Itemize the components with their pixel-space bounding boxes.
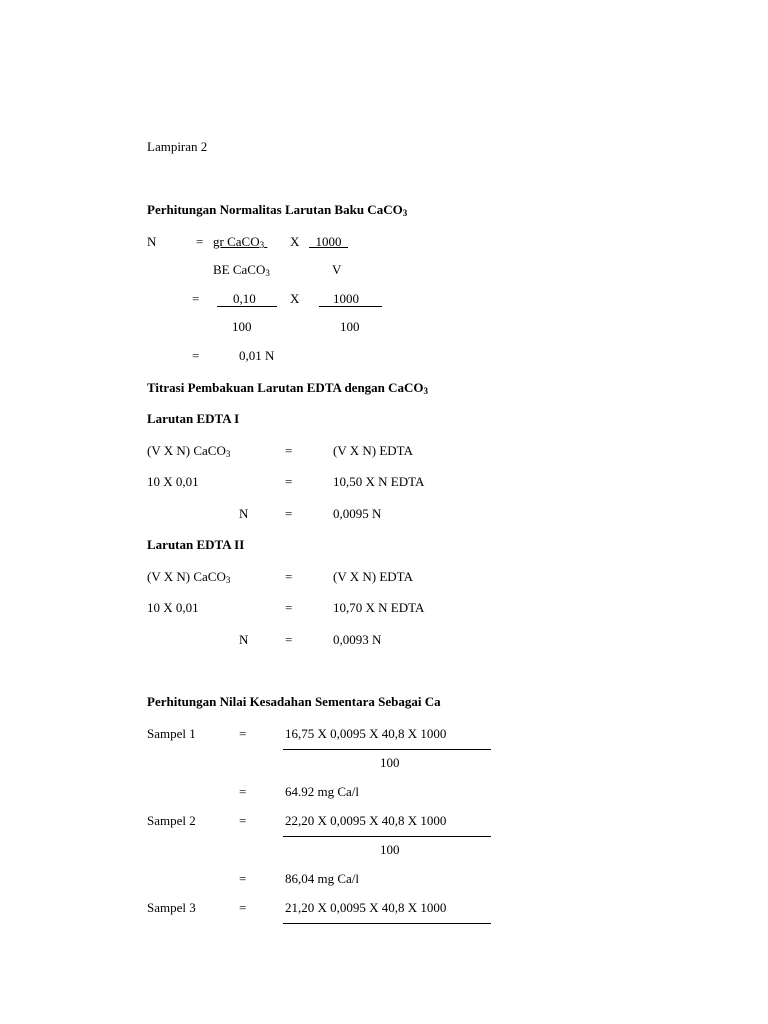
edta2-left-1-text: (V X N) CaCO bbox=[147, 569, 226, 584]
times-sign: X bbox=[290, 291, 300, 306]
edta2-result: 0,0093 N bbox=[333, 632, 382, 647]
sample-1-label: Sampel 1 bbox=[147, 726, 196, 741]
edta2-right-1: (V X N) EDTA bbox=[333, 569, 413, 584]
value-denominator-v: 100 bbox=[340, 319, 360, 334]
equals-sign: = bbox=[192, 348, 200, 363]
edta2-right-2: 10,70 X N EDTA bbox=[333, 600, 425, 615]
sample-2-result: 86,04 mg Ca/l bbox=[285, 871, 360, 886]
equals-sign: = bbox=[285, 600, 293, 615]
equals-sign: = bbox=[239, 813, 247, 828]
titration-heading-text: Titrasi Pembakuan Larutan EDTA dengan CaCO bbox=[147, 380, 424, 395]
edta1-left-2: 10 X 0,01 bbox=[147, 474, 199, 489]
edta2-heading: Larutan EDTA II bbox=[147, 537, 245, 552]
value-numerator-1000: 1000 bbox=[333, 291, 359, 306]
sample-1-result: 64.92 mg Ca/l bbox=[285, 784, 360, 799]
equals-sign: = bbox=[239, 784, 247, 799]
normality-heading-sub: 3 bbox=[402, 208, 408, 218]
edta1-right-1: (V X N) EDTA bbox=[333, 443, 413, 458]
normality-heading-text: Perhitungan Normalitas Larutan Baku CaCO bbox=[147, 202, 403, 217]
equals-sign: = bbox=[196, 234, 204, 249]
value-numerator-mass: 0,10 bbox=[233, 291, 256, 306]
formula-numerator-mass-sub: 3 bbox=[259, 240, 265, 250]
n-label: N bbox=[147, 234, 157, 249]
fraction-line bbox=[319, 306, 382, 307]
edta1-right-2: 10,50 X N EDTA bbox=[333, 474, 425, 489]
hardness-heading: Perhitungan Nilai Kesadahan Sementara Sebagai Ca bbox=[147, 694, 441, 709]
sample-3-label: Sampel 3 bbox=[147, 900, 196, 915]
edta1-result: 0,0095 N bbox=[333, 506, 382, 521]
times-sign: X bbox=[290, 234, 300, 249]
sample-1-numerator: 16,75 X 0,0095 X 40,8 X 1000 bbox=[285, 726, 447, 741]
equals-sign: = bbox=[285, 569, 293, 584]
sample-2-numerator: 22,20 X 0,0095 X 40,8 X 1000 bbox=[285, 813, 447, 828]
formula-denominator-be-text: BE CaCO bbox=[213, 262, 266, 277]
equals-sign: = bbox=[239, 871, 247, 886]
normality-heading bbox=[147, 202, 407, 218]
edta2-n-label: N bbox=[239, 632, 249, 647]
normality-result: 0,01 N bbox=[239, 348, 275, 363]
formula-denominator-be bbox=[213, 262, 270, 278]
titration-heading bbox=[147, 380, 428, 396]
formula-numerator-1000 bbox=[309, 234, 348, 250]
edta1-left-1-sub: 3 bbox=[225, 449, 231, 459]
equals-sign: = bbox=[285, 506, 293, 521]
formula-numerator-mass-text: gr CaCO bbox=[213, 234, 260, 249]
edta1-left-1 bbox=[147, 443, 230, 459]
appendix-label: Lampiran 2 bbox=[147, 139, 208, 154]
edta1-n-label: N bbox=[239, 506, 249, 521]
formula-numerator-1000-text: 1000 bbox=[315, 234, 342, 249]
edta2-left-1 bbox=[147, 569, 230, 585]
titration-heading-sub: 3 bbox=[423, 386, 429, 396]
formula-numerator-mass bbox=[213, 234, 267, 250]
sample-2-denominator: 100 bbox=[380, 842, 400, 857]
edta1-left-1-text: (V X N) CaCO bbox=[147, 443, 226, 458]
edta1-heading: Larutan EDTA I bbox=[147, 411, 240, 426]
equals-sign: = bbox=[285, 632, 293, 647]
formula-denominator-v: V bbox=[332, 262, 342, 277]
value-denominator-be: 100 bbox=[232, 319, 252, 334]
sample-1-denominator: 100 bbox=[380, 755, 400, 770]
fraction-line bbox=[283, 836, 491, 837]
equals-sign: = bbox=[192, 291, 200, 306]
sample-2-label: Sampel 2 bbox=[147, 813, 196, 828]
equals-sign: = bbox=[239, 900, 247, 915]
formula-denominator-be-sub: 3 bbox=[265, 268, 270, 278]
edta2-left-1-sub: 3 bbox=[225, 575, 231, 585]
equals-sign: = bbox=[285, 474, 293, 489]
sample-3-numerator: 21,20 X 0,0095 X 40,8 X 1000 bbox=[285, 900, 447, 915]
fraction-line bbox=[217, 306, 277, 307]
fraction-line bbox=[283, 923, 491, 924]
equals-sign: = bbox=[285, 443, 293, 458]
edta2-left-2: 10 X 0,01 bbox=[147, 600, 199, 615]
equals-sign: = bbox=[239, 726, 247, 741]
fraction-line bbox=[283, 749, 491, 750]
